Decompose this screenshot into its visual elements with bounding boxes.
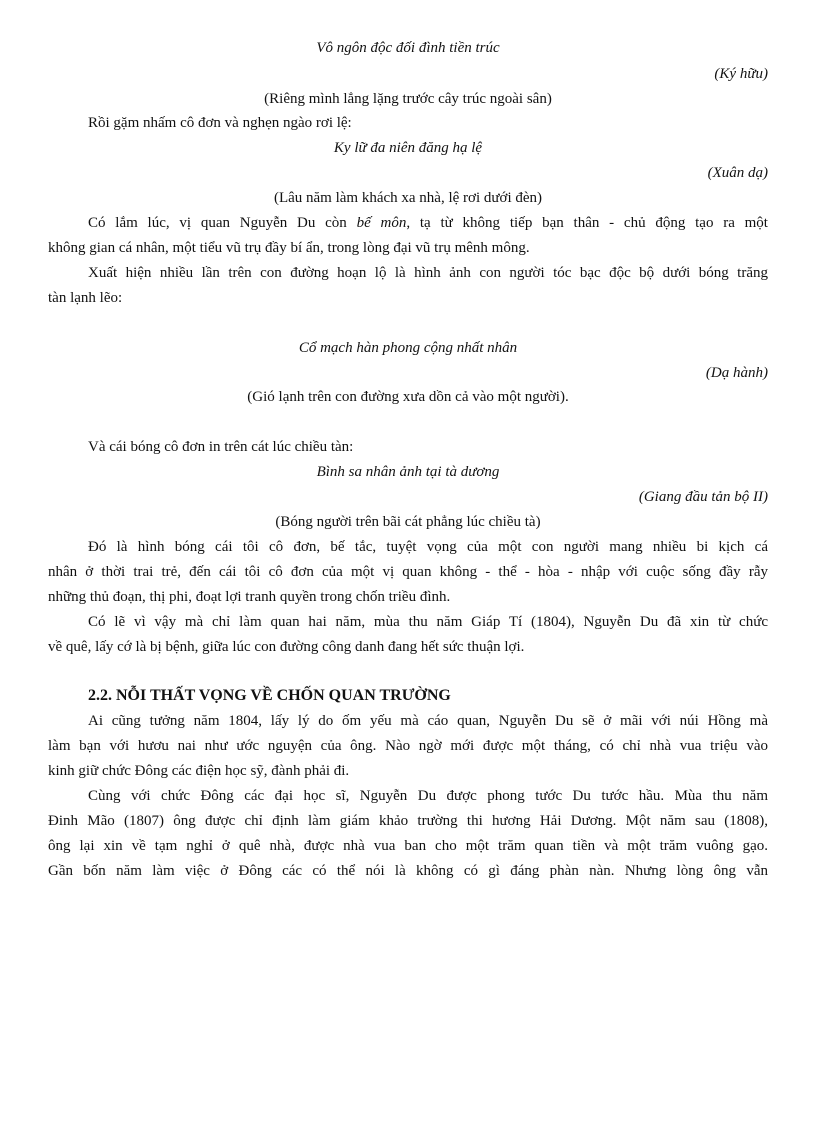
poem-source-giang-dau: (Giang đầu tản bộ II) [638,489,768,505]
poem-translation-xuan-da: (Lâu năm làm khách xa nhà, lệ rơi dưới đèn) [273,190,543,206]
paragraph-line: nhân ở thời trai trẻ, đến cái tôi cô đơn của một vị quan không - thể - hòa - nhập với cuộc sống đầy rẫy [48,564,768,580]
poem-source-ky-huu: (Ký hữu) [714,66,768,82]
intro-line: Rồi gặm nhấm cô đơn và nghẹn ngào rơi lệ: [88,115,352,131]
paragraph-line: Đó là hình bóng cái tôi cô đơn, bế tắc, tuyệt vọng của một con người mang nhiều bi kịch cá [88,539,768,555]
paragraph-line: Ai cũng tưởng năm 1804, lấy lý do ốm yếu mà cáo quan, Nguyễn Du sẽ ở mãi với núi Hồng mà [88,713,768,729]
paragraph-line: ông lại xin về tạm nghỉ ở quê nhà, được nhà vua ban cho một trăm quan tiền và một trăm vuông gạo. [48,838,768,854]
paragraph-line: Cùng với chức Đông các đại học sĩ, Nguyễn Du được phong tước Du tước hầu. Mùa thu năm [88,788,768,804]
intro-line: Và cái bóng cô đơn in trên cát lúc chiều tàn: [88,439,354,455]
poem-source-xuan-da: (Xuân dạ) [707,165,768,181]
italic-term: bế môn [356,215,407,231]
poem-verse-ky-huu: Vô ngôn độc đối đình tiền trúc [316,40,500,56]
text-run: , tạ từ không tiếp bạn thân - chủ động tạo ra một [406,215,768,231]
poem-verse-da-hanh: Cổ mạch hàn phong cộng nhất nhân [298,340,518,356]
poem-translation-giang-dau: (Bóng người trên bãi cát phẳng lúc chiều tà) [275,514,541,530]
paragraph-line: những thủ đoạn, thị phi, đoạt lợi tranh quyền trong chốn triều đình. [48,589,451,605]
paragraph-line: tàn lạnh lẽo: [48,290,123,306]
paragraph-line: về quê, lấy cớ là bị bệnh, giữa lúc con đường công danh đang hết sức thuận lợi. [48,639,525,655]
poem-verse-giang-dau: Bình sa nhân ảnh tại tà dương [316,464,500,480]
poem-verse-xuan-da: Ky lữ đa niên đăng hạ lệ [333,140,483,156]
paragraph-line [88,213,768,233]
paragraph-line: Gần bốn năm làm việc ở Đông các có thể nói là không có gì đáng phàn nàn. Nhưng lòng ông vẫn [48,863,768,879]
text-run: Có lắm lúc, vị quan Nguyễn Du còn [88,215,357,231]
paragraph-line: Đinh Mão (1807) ông được chỉ định làm giám khảo trường thi hương Hải Dương. Một năm sau (1808), [48,813,768,829]
paragraph-line: Có lẽ vì vậy mà chỉ làm quan hai năm, mùa thu năm Giáp Tí (1804), Nguyễn Du đã xin từ chức [88,614,768,630]
paragraph-line: không gian cá nhân, một tiểu vũ trụ đầy bí ẩn, trong lòng đại vũ trụ mênh mông. [48,240,530,256]
poem-translation-da-hanh: (Gió lạnh trên con đường xưa dồn cả vào một người). [247,389,569,405]
paragraph-line: Xuất hiện nhiều lần trên con đường hoạn lộ là hình ảnh con người tóc bạc độc bộ dưới bóng trăng [88,265,768,281]
section-heading: 2.2. NỖI THẤT VỌNG VỀ CHỐN QUAN TRƯỜNG [88,687,451,704]
poem-translation-ky-huu: (Riêng mình lẳng lặng trước cây trúc ngoài sân) [264,91,552,107]
poem-source-da-hanh: (Dạ hành) [705,365,768,381]
paragraph-line: làm bạn với hươu nai như ước nguyện của ông. Nào ngờ mới được một tháng, có chỉ nhà vua triệu vào [48,738,768,754]
paragraph-line: kinh giữ chức Đông các điện học sỹ, đành phải đi. [48,763,350,779]
